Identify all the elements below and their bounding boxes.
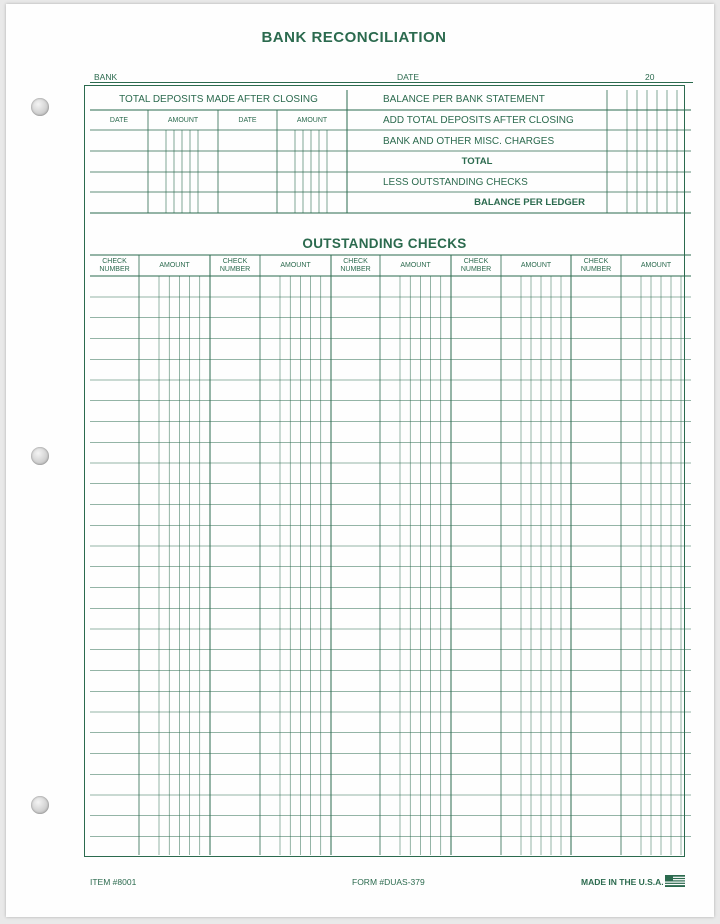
outstanding-col-check-4: CHECK NUMBER — [460, 258, 492, 273]
outstanding-col-check-5: CHECK NUMBER — [580, 258, 612, 273]
outstanding-col-amount-4: AMOUNT — [520, 262, 552, 269]
summary-misc-charges: BANK AND OTHER MISC. CHARGES — [383, 136, 555, 147]
binder-hole-top — [31, 98, 49, 116]
footer-form-number: FORM #DUAS-379 — [352, 877, 425, 887]
footer-item: ITEM #8001 — [90, 877, 137, 887]
outstanding-col-amount-3: AMOUNT — [400, 262, 431, 269]
outstanding-col-amount-1: AMOUNT — [159, 262, 190, 269]
footer-made-in: MADE IN THE U.S.A. — [581, 877, 664, 887]
summary-less-outstanding: LESS OUTSTANDING CHECKS — [383, 177, 528, 188]
binder-hole-bottom — [31, 796, 49, 814]
year-prefix: 20 — [645, 72, 655, 82]
deposits-col-amount-1: AMOUNT — [167, 117, 199, 124]
deposits-col-amount-2: AMOUNT — [296, 117, 328, 124]
deposits-header: TOTAL DEPOSITS MADE AFTER CLOSING — [119, 94, 318, 105]
outstanding-col-amount-5: AMOUNT — [640, 262, 672, 269]
summary-balance-ledger: BALANCE PER LEDGER — [474, 197, 585, 208]
deposits-col-date-1: DATE — [109, 117, 129, 124]
outstanding-col-check-3: CHECK NUMBER — [340, 258, 371, 273]
outstanding-col-check-2: CHECK NUMBER — [219, 258, 251, 273]
us-flag-icon — [665, 875, 685, 887]
outstanding-col-check-1: CHECK NUMBER — [99, 258, 130, 273]
summary-total: TOTAL — [461, 156, 493, 167]
binder-hole-middle — [31, 447, 49, 465]
deposits-col-date-2: DATE — [238, 117, 257, 124]
summary-add-deposits: ADD TOTAL DEPOSITS AFTER CLOSING — [383, 115, 574, 126]
bank-label: BANK — [94, 72, 118, 82]
form-title: BANK RECONCILIATION — [261, 29, 447, 46]
outstanding-col-amount-2: AMOUNT — [280, 262, 311, 269]
outstanding-title: OUTSTANDING CHECKS — [302, 236, 467, 251]
summary-balance-bank: BALANCE PER BANK STATEMENT — [383, 94, 545, 105]
header-rule — [90, 82, 693, 83]
date-label: DATE — [397, 72, 420, 82]
